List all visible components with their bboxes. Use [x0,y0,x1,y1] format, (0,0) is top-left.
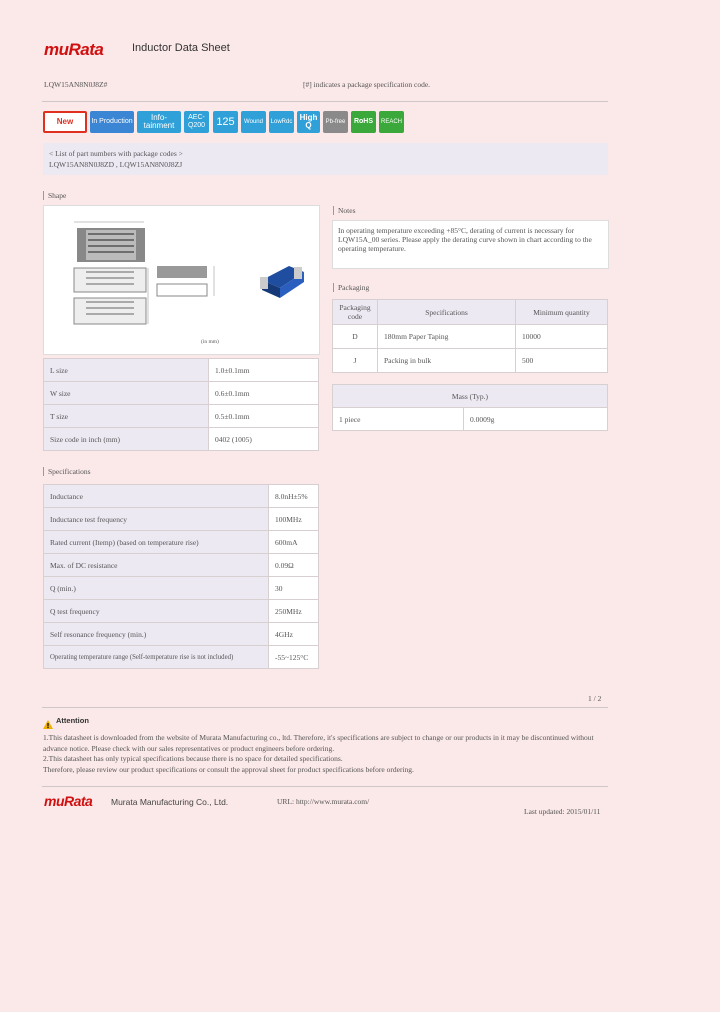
packaging-qty: 500 [516,349,608,373]
mass-table [332,384,608,431]
part-list-items: LQW15AN8N0J8ZD , LQW15AN8N0J8ZJ [49,160,183,169]
badge-wound: Wound [241,111,266,133]
badge-aec-q200: AEC-Q200 [184,111,209,133]
spec-value: 0.09Ω [269,554,319,577]
packaging-qty: 10000 [516,325,608,349]
shape-row-label: Size code in inch (mm) [44,428,209,451]
attention-divider [42,707,608,708]
attention-line: 2.This datasheet has only typical specifications because there is no space for detailed specifications. [43,754,343,763]
specs-table [43,484,319,669]
badge-new: New [43,111,87,133]
notes-text: In operating temperature exceeding +85°C, derating of current is necessary for LQW15A_00 series. Please apply the derating curve shown in chart according to the operating temperature. [338,226,592,253]
shape-row-label: T size [44,405,209,428]
mass-header: Mass (Typ.) [333,385,608,408]
packaging-code: J [333,349,378,373]
attention-line: Therefore, please review our product specifications or consult the approval sheet for product specifications before ordering. [43,764,414,774]
attention-title: Attention [56,716,89,725]
spec-value: 4GHz [269,623,319,646]
badge-reach: REACH [379,111,404,133]
shape-row-value: 0.5±0.1mm [209,405,319,428]
footer-updated: Last updated: 2015/01/11 [524,807,601,816]
mass-label: 1 piece [333,408,464,431]
specs-section-title: Specifications [43,467,91,476]
footer-divider [42,786,608,787]
attention-line: 1.This datasheet is downloaded from the website of Murata Manufacturing co., ltd. Therefore, it's specifications are subject to change or our products in it may be discontinued without advance notice. Please check with our sales representatives or product engineers before ordering. [43,733,594,753]
badge-lowrdc: LowRdc [269,111,294,133]
badge-infotainment: Info-tainment [137,111,181,133]
shape-table [43,358,319,451]
notes-panel [332,220,609,269]
part-number: LQW15AN8N0J8Z# [44,80,108,89]
attention-text [43,733,609,775]
packaging-spec: 180mm Paper Taping [378,325,516,349]
spec-label: Rated current (Itemp) (based on temperature rise) [44,531,269,554]
spec-value: 250MHz [269,600,319,623]
shape-unit-label: (in mm) [201,339,219,345]
warning-icon [43,716,53,734]
page-title: Inductor Data Sheet [132,42,230,54]
badge-high-q: High Q [297,111,320,133]
badge-rohs: RoHS [351,111,376,133]
header-divider [42,101,608,102]
footer-url[interactable]: URL: http://www.murata.com/ [277,797,370,806]
spec-label: Inductance test frequency [44,508,269,531]
packaging-table [332,299,608,373]
packaging-header-code: Packaging code [333,300,378,325]
packaging-header-qty: Minimum quantity [516,300,608,325]
murata-logo: muRata [44,40,104,59]
spec-value: -55~125°C [269,646,319,669]
spec-value: 100MHz [269,508,319,531]
spec-label: Q test frequency [44,600,269,623]
part-list-title: < List of part numbers with package codes > [49,149,183,158]
shape-row-label: L size [44,359,209,382]
spec-value: 30 [269,577,319,600]
packaging-section-title: Packaging [333,283,369,292]
notes-section-title: Notes [333,206,356,215]
shape-section-title: Shape [43,191,66,200]
packaging-code: D [333,325,378,349]
footer-company: Murata Manufacturing Co., Ltd. [111,797,229,807]
badge-pb-free: Pb-free [323,111,348,133]
shape-row-label: W size [44,382,209,405]
badge-in-production: In Production [90,111,134,133]
shape-row-value: 0.6±0.1mm [209,382,319,405]
spec-label: Self resonance frequency (min.) [44,623,269,646]
spec-label: Inductance [44,485,269,508]
packaging-spec: Packing in bulk [378,349,516,373]
package-note: [#] indicates a package specification code. [303,80,431,89]
footer-murata-logo: muRata [44,793,93,809]
shape-row-value: 1.0±0.1mm [209,359,319,382]
spec-value: 600mA [269,531,319,554]
shape-drawing-panel [43,205,320,355]
spec-label: Max. of DC resistance [44,554,269,577]
spec-value: 8.0nH±5% [269,485,319,508]
page-number: 1 / 2 [588,694,602,703]
badge-125: 125 [213,111,238,133]
dimension-drawing [44,206,319,354]
part-list-box [43,143,608,175]
spec-label: Q (min.) [44,577,269,600]
shape-row-value: 0402 (1005) [209,428,319,451]
mass-value: 0.0009g [464,408,608,431]
packaging-header-spec: Specifications [378,300,516,325]
spec-label: Operating temperature range (Self-temperature rise is not included) [44,646,269,669]
